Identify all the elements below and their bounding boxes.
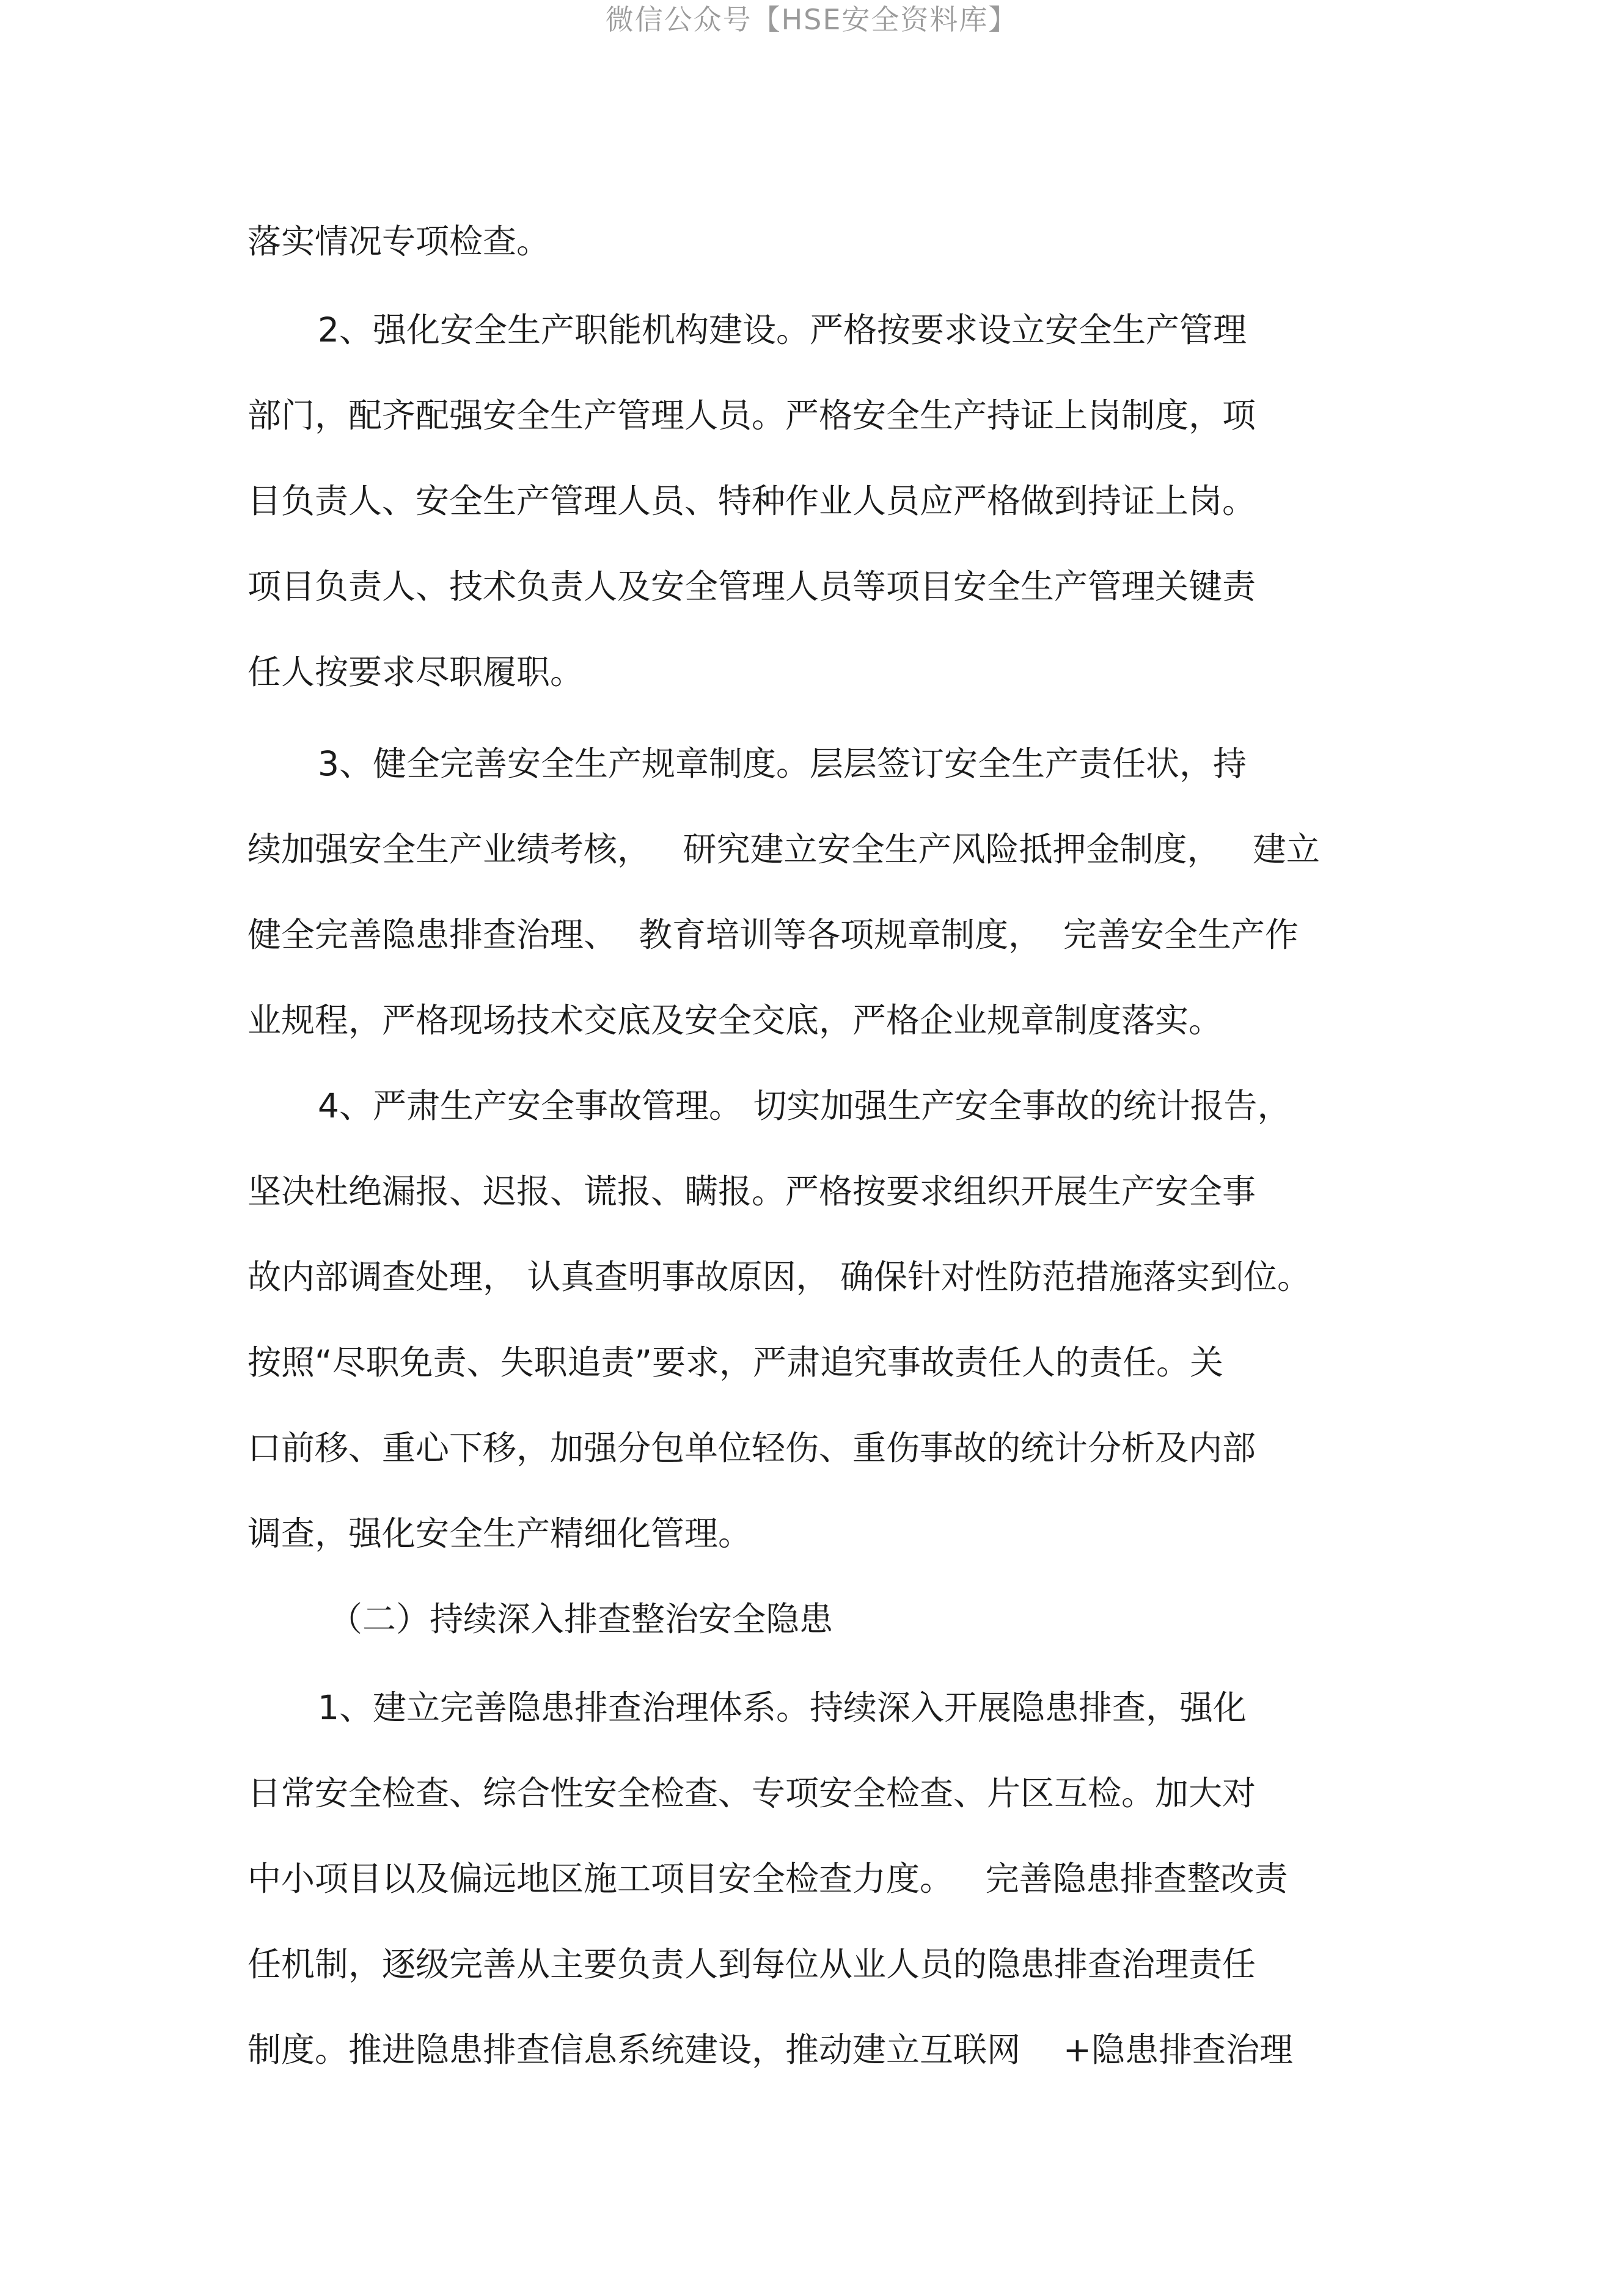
text-line: 1、建立完善隐患排查治理体系。持续深入开展隐患排查，强化 [318,1688,1247,1727]
text-line: 4、严肃生产安全事故管理。 切实加强生产安全事故的统计报告， [318,1086,1291,1125]
text-line: 制度。推进隐患排查信息系统建设，推动建立互联网 +隐患排查治理 [247,2030,1294,2069]
section-heading: （二）持续深入排查整治安全隐患 [329,1600,833,1639]
text-line: 故内部调查处理， 认真查明事故原因， 确保针对性防范措施落实到位。 [247,1257,1311,1296]
text-line: 落实情况专项检查。 [247,222,551,261]
text-line: 调查，强化安全生产精细化管理。 [247,1514,752,1553]
text-line: 项目负责人、技术负责人及安全管理人员等项目安全生产管理关键责 [247,567,1256,606]
text-line: 日常安全检查、综合性安全检查、专项安全检查、片区互检。加大对 [247,1774,1256,1813]
text-line: 任人按要求尽职履职。 [247,653,584,692]
text-line: 续加强安全生产业绩考核， 研究建立安全生产风险抵押金制度， 建立 [247,830,1320,869]
text-line: 业规程，严格现场技术交底及安全交底，严格企业规章制度落实。 [247,1001,1223,1040]
text-line: 任机制，逐级完善从主要负责人到每位从业人员的隐患排查治理责任 [247,1945,1256,1984]
text-line: 目负责人、安全生产管理人员、特种作业人员应严格做到持证上岗。 [247,481,1256,521]
header-watermark: 微信公众号【HSE安全资料库】 [605,3,1018,36]
text-line: 部门，配齐配强安全生产管理人员。严格安全生产持证上岗制度，项 [247,396,1256,435]
text-line: 3、健全完善安全生产规章制度。层层签订安全生产责任状，持 [318,744,1247,783]
text-line: 2、强化安全生产职能机构建设。严格按要求设立安全生产管理 [318,310,1247,349]
text-line: 坚决杜绝漏报、迟报、谎报、瞒报。严格按要求组织开展生产安全事 [247,1172,1256,1211]
text-line: 中小项目以及偏远地区施工项目安全检查力度。 完善隐患排查整改责 [247,1859,1288,1898]
text-line: 按照“尽职免责、失职追责”要求，严肃追究事故责任人的责任。关 [247,1343,1223,1382]
text-line: 健全完善隐患排查治理、 教育培训等各项规章制度， 完善安全生产作 [247,915,1299,954]
text-line: 口前移、重心下移，加强分包单位轻伤、重伤事故的统计分析及内部 [247,1428,1256,1468]
